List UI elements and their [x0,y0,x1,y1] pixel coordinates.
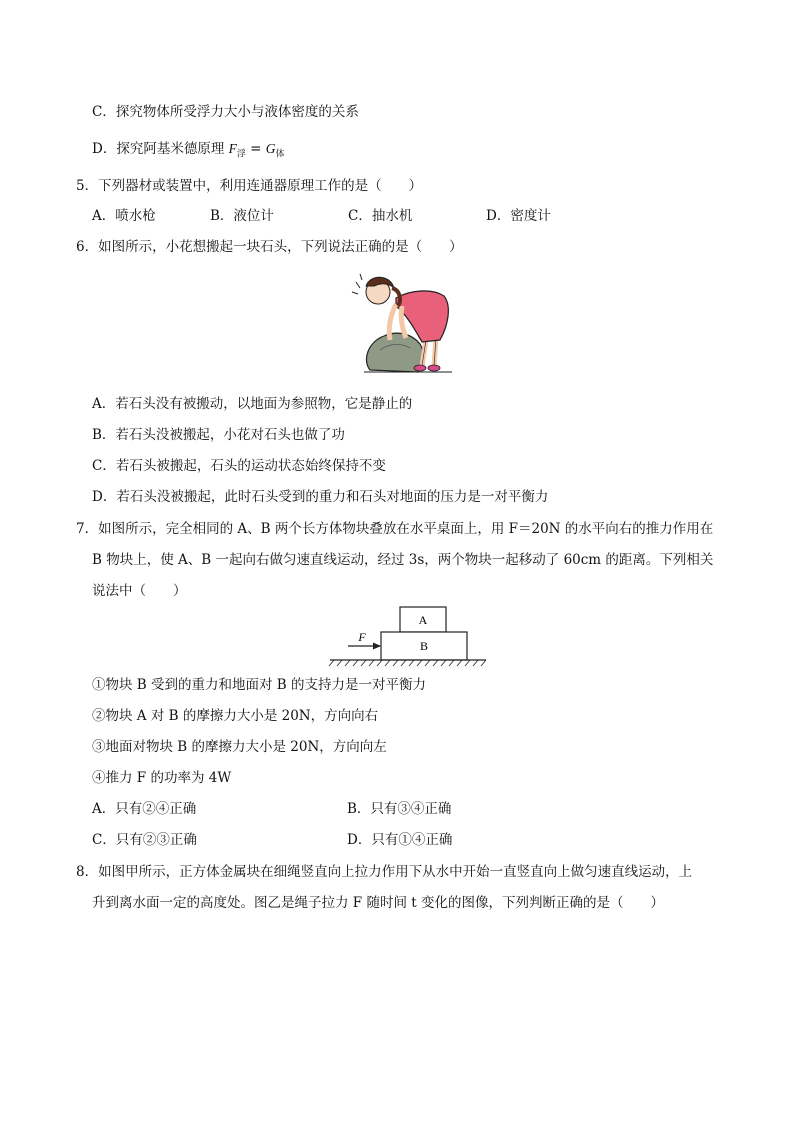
q7-option-d: D．只有①④正确 [347,832,453,848]
q4-option-d [92,140,285,164]
q7-stem-line-1: 7．如图所示，完全相同的 A、B 两个长方体物块叠放在水平桌面上，用 F＝20N 的水平向右的推力作用在 [76,521,714,537]
formula-f-sub: 浮 [236,149,246,160]
q5-option-a: A．喷水枪 [92,208,156,224]
q7-option-b: B．只有③④正确 [347,801,452,817]
q4-option-c: C．探究物体所受浮力大小与液体密度的关系 [92,104,359,120]
formula-g-sub: 体 [275,149,285,160]
q7-statement-3: ③地面对物块 B 的摩擦力大小是 20N，方向向左 [92,739,387,755]
girl-lifting-stone-illustration [340,270,454,376]
q5-option-d: D．密度计 [486,208,551,224]
q7-option-c: C．只有②③正确 [92,832,197,848]
force-f-label: F [358,630,366,644]
q5-option-c: C．抽水机 [348,208,413,224]
q8-stem-line-2: 升到离水面一定的高度处。图乙是绳子拉力 F 随时间 t 变化的图像，下列判断正确的是（ ） [92,895,664,911]
q6-option-b: B．若石头没被搬起，小花对石头也做了功 [92,427,345,443]
q6-option-d: D．若石头没被搬起，此时石头受到的重力和石头对地面的压力是一对平衡力 [92,489,549,505]
q4-option-d-text: D．探究阿基米德原理 [92,141,229,157]
q8-stem-line-1: 8．如图甲所示，正方体金属块在细绳竖直向上拉力作用下从水中开始一直竖直向上做匀速直线运动，上 [76,864,693,880]
q7-stem-line-2: B 物块上，使 A、B 一起向右做匀速直线运动，经过 3s，两个物块一起移动了 60cm 的距离。下列相关 [92,552,714,568]
q7-stem-line-3: 说法中（ ） [92,583,187,599]
q7-option-a: A．只有②④正确 [92,801,197,817]
q7-statement-1: ①物块 B 受到的重力和地面对 B 的支持力是一对平衡力 [92,677,427,693]
blocks-a-b-diagram [326,603,490,667]
q6-stem: 6．如图所示，小花想搬起一块石头，下列说法正确的是（ ） [76,239,463,255]
q7-statement-4: ④推力 F 的功率为 4W [92,770,232,786]
q6-option-a: A．若石头没有被搬动，以地面为参照物，它是静止的 [92,396,413,412]
block-b-label: B [419,639,429,653]
formula-eq: = [245,141,266,157]
q7-statement-2: ②物块 A 对 B 的摩擦力大小是 20N，方向向右 [92,708,379,724]
block-a-label: A [418,613,428,627]
q5-option-b: B．液位计 [210,208,274,224]
formula-f: F [228,141,237,156]
q5-stem: 5．下列器材或装置中，利用连通器原理工作的是（ ） [76,178,423,194]
q6-option-c: C．若石头被搬起，石头的运动状态始终保持不变 [92,458,386,474]
formula-g: G [265,141,276,156]
